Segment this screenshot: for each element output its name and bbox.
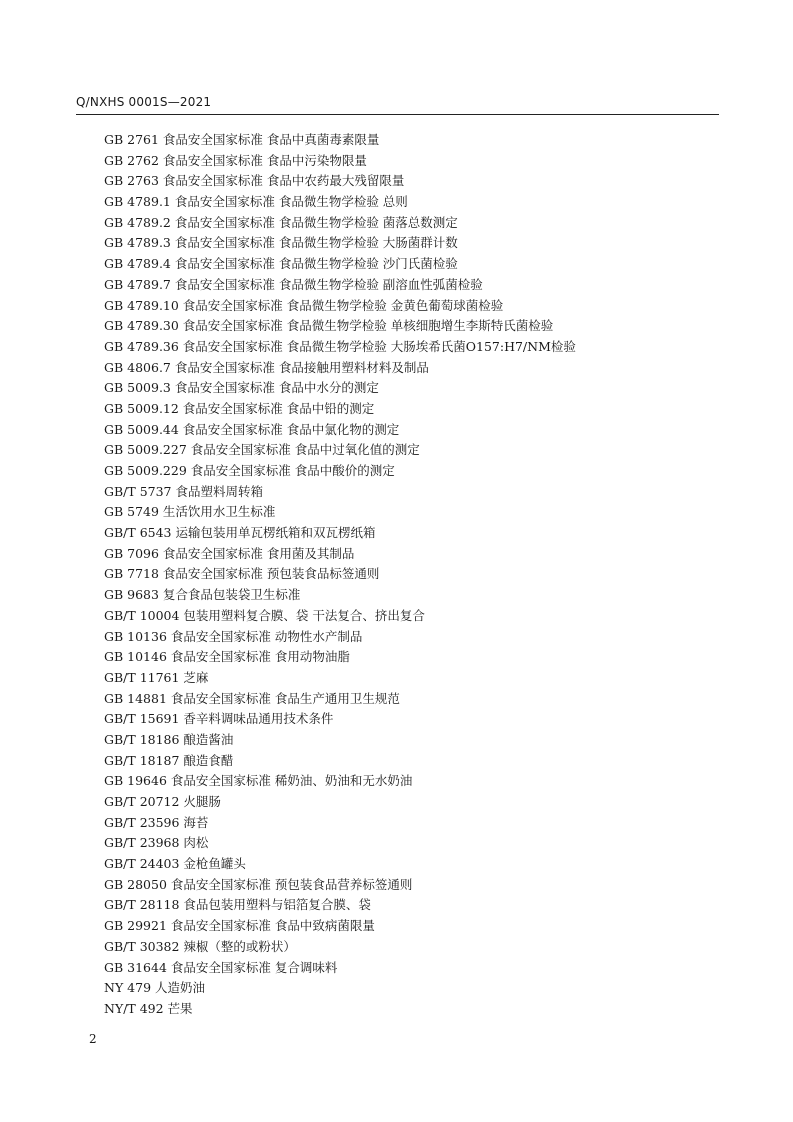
reference-item: GB/T 20712 火腿肠 <box>104 794 221 809</box>
reference-item: GB/T 15691 香辛料调味品通用技术条件 <box>104 711 334 727</box>
reference-item: GB/T 18186 酿造酱油 <box>104 731 234 747</box>
reference-item: GB 4789.10 食品安全国家标准 食品微生物学检验 金黄色葡萄球菌检验 <box>104 297 504 313</box>
reference-item: GB/T 18187 酿造食醋 <box>104 752 234 768</box>
reference-item: GB 7718 食品安全国家标准 预包装食品标签通则 <box>104 566 380 582</box>
reference-item: GB 31644 食品安全国家标准 复合调味料 <box>104 959 338 975</box>
reference-item: GB/T 24403 金枪鱼罐头 <box>104 856 246 872</box>
page-number: 2 <box>89 1032 97 1046</box>
reference-item: GB 4806.7 食品安全国家标准 食品接触用塑料材料及制品 <box>104 359 429 375</box>
reference-item: GB 10146 食品安全国家标准 食用动物油脂 <box>104 649 350 665</box>
reference-item: GB 4789.30 食品安全国家标准 食品微生物学检验 单核细胞增生李斯特氏菌检验 <box>104 318 554 334</box>
reference-item: GB/T 23596 海苔 <box>104 814 209 830</box>
reference-item: GB 5009.229 食品安全国家标准 食品中酸价的测定 <box>104 463 395 478</box>
reference-item: GB 4789.4 食品安全国家标准 食品微生物学检验 沙门氏菌检验 <box>104 256 458 272</box>
normative-references-list <box>104 130 576 1020</box>
reference-item: GB/T 30382 辣椒（整的或粉状） <box>104 938 296 954</box>
reference-item: GB 5009.3 食品安全国家标准 食品中水分的测定 <box>104 380 379 396</box>
reference-item: GB 2762 食品安全国家标准 食品中污染物限量 <box>104 152 367 168</box>
reference-item: GB 5009.44 食品安全国家标准 食品中氯化物的测定 <box>104 421 400 437</box>
reference-item: GB/T 10004 包装用塑料复合膜、袋 干法复合、挤出复合 <box>104 607 425 623</box>
reference-item: GB 5009.227 食品安全国家标准 食品中过氧化值的测定 <box>104 442 420 458</box>
reference-item: GB/T 28118 食品包装用塑料与铝箔复合膜、袋 <box>104 897 371 913</box>
reference-item: GB 7096 食品安全国家标准 食用菌及其制品 <box>104 545 355 561</box>
reference-item: GB 5009.12 食品安全国家标准 食品中铅的测定 <box>104 400 375 416</box>
reference-item: GB/T 23968 肉松 <box>104 835 209 851</box>
header-divider <box>76 114 719 115</box>
reference-item: NY/T 492 芒果 <box>104 1000 193 1016</box>
reference-item: GB 28050 食品安全国家标准 预包装食品营养标签通则 <box>104 876 413 892</box>
reference-item: GB/T 11761 芝麻 <box>104 669 209 685</box>
reference-item: GB 4789.7 食品安全国家标准 食品微生物学检验 副溶血性弧菌检验 <box>104 276 483 292</box>
reference-item: GB 29921 食品安全国家标准 食品中致病菌限量 <box>104 918 375 934</box>
reference-item: NY 479 人造奶油 <box>104 980 205 996</box>
reference-item: GB 2763 食品安全国家标准 食品中农药最大残留限量 <box>104 173 405 189</box>
reference-item: GB 9683 复合食品包装袋卫生标准 <box>104 587 301 603</box>
reference-item: GB 2761 食品安全国家标准 食品中真菌毒素限量 <box>104 132 380 147</box>
reference-item: GB/T 6543 运输包装用单瓦楞纸箱和双瓦楞纸箱 <box>104 525 376 541</box>
reference-item: GB 4789.36 食品安全国家标准 食品微生物学检验 大肠埃希氏菌O157:H7/NM检验 <box>104 338 576 354</box>
reference-item: GB 4789.3 食品安全国家标准 食品微生物学检验 大肠菌群计数 <box>104 235 458 251</box>
document-code-header: Q/NXHS 0001S—2021 <box>76 95 212 109</box>
reference-item: GB/T 5737 食品塑料周转箱 <box>104 483 263 499</box>
reference-item: GB 4789.2 食品安全国家标准 食品微生物学检验 菌落总数测定 <box>104 214 458 230</box>
reference-item: GB 4789.1 食品安全国家标准 食品微生物学检验 总则 <box>104 194 408 210</box>
reference-item: GB 5749 生活饮用水卫生标准 <box>104 504 276 520</box>
reference-item: GB 10136 食品安全国家标准 动物性水产制品 <box>104 628 363 644</box>
reference-item: GB 14881 食品安全国家标准 食品生产通用卫生规范 <box>104 690 400 706</box>
reference-item: GB 19646 食品安全国家标准 稀奶油、奶油和无水奶油 <box>104 773 413 789</box>
